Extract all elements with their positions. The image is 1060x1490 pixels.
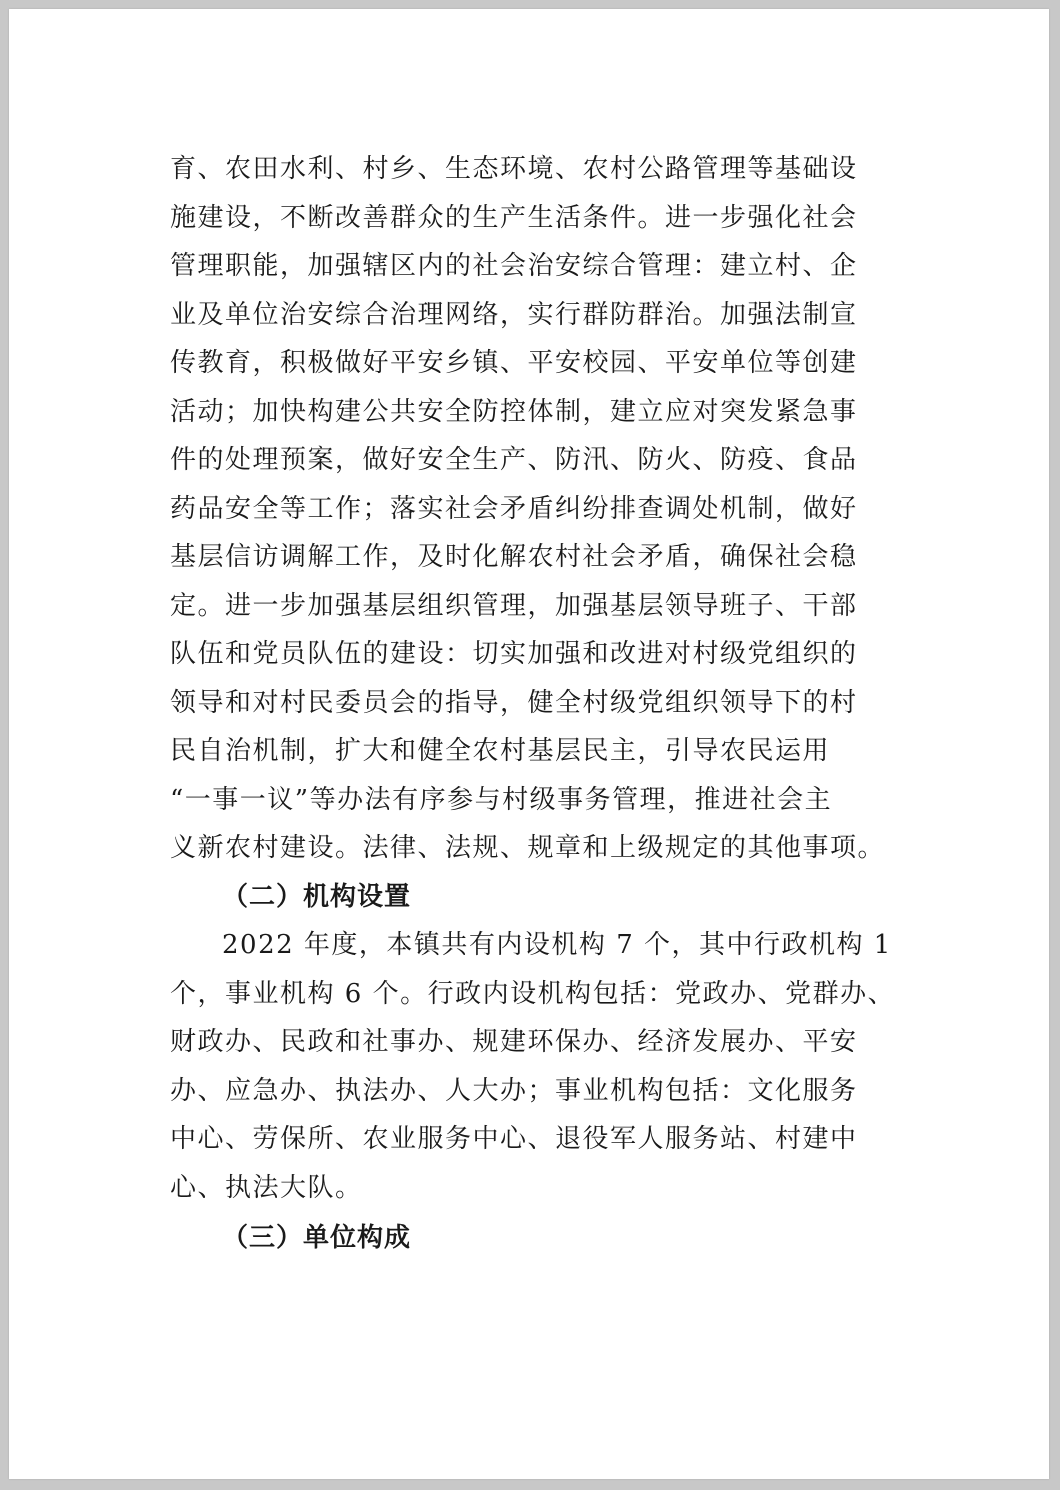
section-heading-composition: （三）单位构成 bbox=[222, 1223, 412, 1253]
text-line: 义新农村建设。法律、法规、规章和上级规定的其他事项。 bbox=[170, 833, 886, 863]
text-line: 管理职能，加强辖区内的社会治安综合管理：建立村、企 bbox=[170, 251, 858, 281]
text-line: 领导和对村民委员会的指导，健全村级党组织领导下的村 bbox=[170, 687, 858, 718]
text-line: “一事一议”等办法有序参与村级事务管理，推进社会主 bbox=[170, 784, 833, 815]
text-line: 药品安全等工作；落实社会矛盾纠纷排查调处机制，做好 bbox=[170, 493, 858, 524]
text-line: 定。进一步加强基层组织管理，加强基层领导班子、干部 bbox=[170, 590, 858, 621]
document-body bbox=[170, 145, 930, 1263]
section-heading-institutions: （二）机构设置 bbox=[222, 881, 412, 912]
text-line: 施建设，不断改善群众的生产生活条件。进一步强化社会 bbox=[170, 202, 858, 233]
text-line: 活动；加快构建公共安全防控体制，建立应对突发紧急事 bbox=[170, 396, 858, 427]
text-line: 队伍和党员队伍的建设：切实加强和改进对村级党组织的 bbox=[170, 639, 858, 669]
document-page bbox=[9, 9, 1049, 1479]
text-line: 民自治机制，扩大和健全农村基层民主，引导农民运用 bbox=[170, 736, 831, 766]
text-line: 财政办、民政和社事办、规建环保办、经济发展办、平安 bbox=[170, 1027, 858, 1057]
text-line: 件的处理预案，做好安全生产、防汛、防火、防疫、食品 bbox=[170, 445, 858, 475]
text-line: 业及单位治安综合治理网络，实行群防群治。加强法制宣 bbox=[170, 299, 858, 330]
text-line: 办、应急办、执法办、人大办；事业机构包括：文化服务 bbox=[170, 1075, 858, 1106]
text-line: 传教育，积极做好平安乡镇、平安校园、平安单位等创建 bbox=[170, 348, 858, 378]
text-line: 基层信访调解工作，及时化解农村社会矛盾，确保社会稳 bbox=[170, 542, 858, 572]
paragraph-institutions bbox=[170, 921, 930, 1212]
text-line: 2022 年度，本镇共有内设机构 7 个，其中行政机构 1 bbox=[222, 930, 892, 960]
text-line: 育、农田水利、村乡、生态环境、农村公路管理等基础设 bbox=[170, 154, 858, 184]
paragraph-duties bbox=[170, 145, 930, 873]
text-line: 心、执法大队。 bbox=[170, 1172, 363, 1203]
text-line: 中心、劳保所、农业服务中心、退役军人服务站、村建中 bbox=[170, 1124, 858, 1154]
text-line: 个，事业机构 6 个。行政内设机构包括：党政办、党群办、 bbox=[170, 978, 896, 1009]
